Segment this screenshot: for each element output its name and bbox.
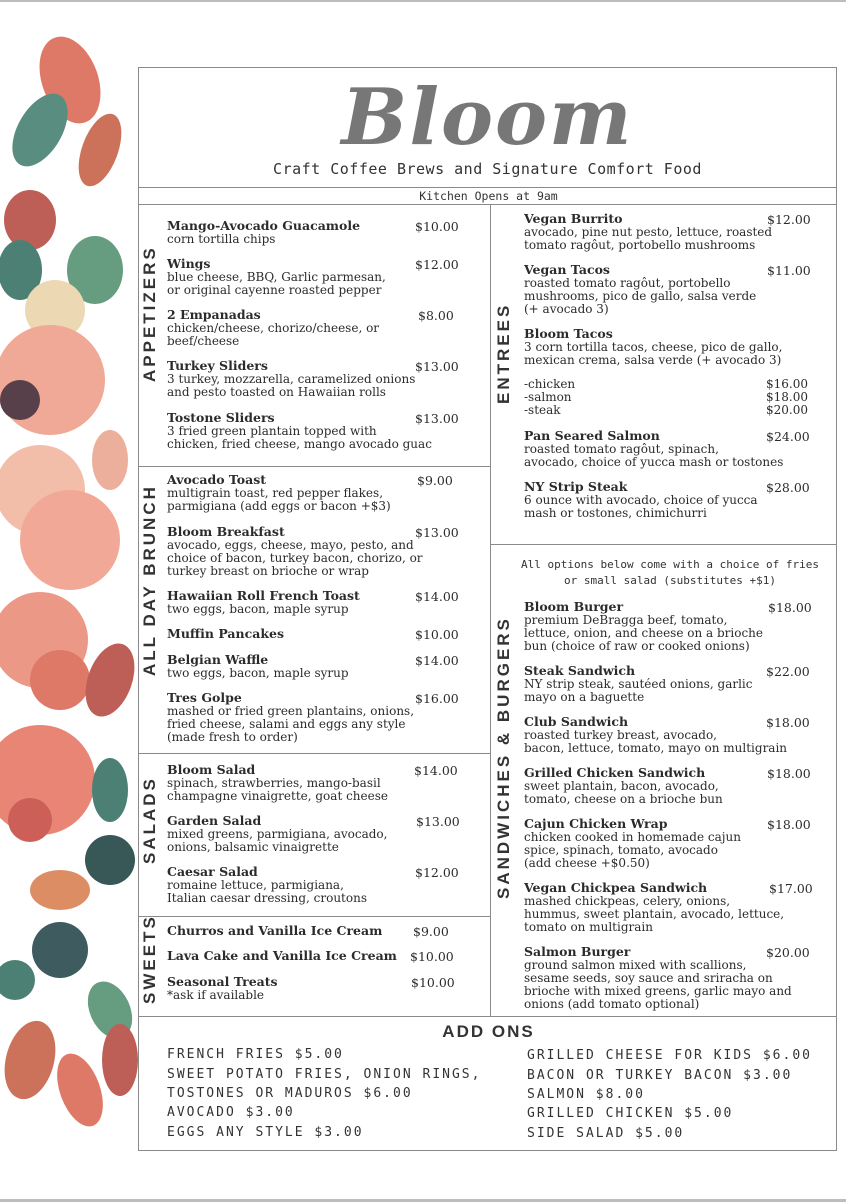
menu-item <box>167 949 417 963</box>
item-price: $28.00 <box>766 480 810 495</box>
item-name: Tostone Sliders <box>167 410 275 425</box>
item-price: $18.00 <box>766 715 810 730</box>
tagline: Craft Coffee Brews and Signature Comfort Food <box>273 160 702 178</box>
addon-item: AVOCADO $3.00 <box>167 1105 295 1120</box>
addon-item: SALMON $8.00 <box>527 1087 645 1102</box>
option-price: $16.00 <box>766 377 808 391</box>
item-name: Vegan Tacos <box>524 262 610 277</box>
addons-title: ADD ONS <box>442 1022 535 1041</box>
item-description: roasted turkey breast, avocado, bacon, lettuce, tomato, mayo on multigrain <box>524 728 788 755</box>
item-price: $10.00 <box>410 949 454 964</box>
item-price: $13.00 <box>415 525 459 540</box>
addon-item: EGGS ANY STYLE $3.00 <box>167 1125 364 1140</box>
taco-option-prices <box>766 378 826 417</box>
item-name: Turkey Sliders <box>167 358 268 373</box>
item-name: Hawaiian Roll French Toast <box>167 588 360 603</box>
item-description: mixed greens, parmigiana, avocado, onions, balsamic vinaigrette <box>167 827 388 854</box>
item-price: $10.00 <box>415 219 459 234</box>
item-price: $14.00 <box>414 763 458 778</box>
item-description: two eggs, bacon, maple syrup <box>167 602 349 616</box>
divider <box>138 466 490 467</box>
item-description: ground salmon mixed with scallions, sesame seeds, soy sauce and sriracha on brioche with mixed greens, garlic mayo and onions (add tomato optional) <box>524 958 792 1011</box>
section-label-appetizers: APPETIZERS <box>140 245 159 382</box>
item-name: Pan Seared Salmon <box>524 428 660 443</box>
item-price: $16.00 <box>415 691 459 706</box>
item-name: Bloom Salad <box>167 762 256 777</box>
section-label-entrees: ENTREES <box>494 302 513 404</box>
item-price: $18.00 <box>768 600 812 615</box>
addon-item: BACON OR TURKEY BACON $3.00 <box>527 1068 793 1083</box>
section-label-brunch: ALL DAY BRUNCH <box>140 484 159 676</box>
item-description: 3 turkey, mozzarella, caramelized onions and pesto toasted on Hawaiian rolls <box>167 372 416 399</box>
kitchen-hours: Kitchen Opens at 9am <box>419 189 558 203</box>
item-description: 6 ounce with avocado, choice of yucca mash or tostones, chimichurri <box>524 493 758 520</box>
option-name: -salmon <box>524 390 572 404</box>
item-name: Bloom Breakfast <box>167 524 285 539</box>
item-description: 3 corn tortilla tacos, cheese, pico de gallo, mexican crema, salsa verde (+ avocado 3) <box>524 340 783 367</box>
item-name: Tres Golpe <box>167 690 242 705</box>
item-name: NY Strip Steak <box>524 479 628 494</box>
item-name: Wings <box>167 256 211 271</box>
item-description: chicken/cheese, chorizo/cheese, or beef/cheese <box>167 321 380 348</box>
item-name: Muffin Pancakes <box>167 626 284 641</box>
item-description: multigrain toast, red pepper flakes, parmigiana (add eggs or bacon +$3) <box>167 486 391 513</box>
section-label-sweets: SWEETS <box>140 914 159 1004</box>
item-description: roasted tomato ragôut, spinach, avocado, choice of yucca mash or tostones <box>524 442 784 469</box>
item-price: $13.00 <box>415 411 459 426</box>
floral-decoration <box>0 20 140 1150</box>
item-price: $12.00 <box>415 865 459 880</box>
item-name: Bloom Burger <box>524 599 624 614</box>
menu-item <box>167 975 417 1002</box>
item-price: $20.00 <box>766 945 810 960</box>
item-name: Cajun Chicken Wrap <box>524 816 668 831</box>
item-description: *ask if available <box>167 988 265 1002</box>
item-description: NY strip steak, sautéed onions, garlic mayo on a baguette <box>524 677 753 704</box>
item-name: Vegan Burrito <box>524 211 623 226</box>
item-name: Salmon Burger <box>524 944 631 959</box>
item-description: sweet plantain, bacon, avocado, tomato, cheese on a brioche bun <box>524 779 723 806</box>
item-price: $14.00 <box>415 653 459 668</box>
item-name: Avocado Toast <box>167 472 267 487</box>
item-price: $11.00 <box>767 263 811 278</box>
item-description: blue cheese, BBQ, Garlic parmesan, or original cayenne roasted pepper <box>167 270 386 297</box>
item-price: $8.00 <box>418 308 454 323</box>
item-name: Club Sandwich <box>524 714 629 729</box>
taco-option <box>524 378 624 417</box>
addon-item: GRILLED CHICKEN $5.00 <box>527 1106 734 1121</box>
item-name: Belgian Waffle <box>167 652 269 667</box>
option-price: $18.00 <box>766 390 808 404</box>
divider <box>138 1016 837 1017</box>
addon-item: TOSTONES OR MADUROS $6.00 <box>167 1086 413 1101</box>
logo: Bloom <box>341 72 634 163</box>
item-price: $22.00 <box>766 664 810 679</box>
addon-item: FRENCH FRIES $5.00 <box>167 1047 344 1062</box>
item-price: $9.00 <box>417 473 453 488</box>
item-price: $17.00 <box>769 881 813 896</box>
item-name: Churros and Vanilla Ice Cream <box>167 923 383 938</box>
item-description: 3 fried green plantain topped with chicken, fried cheese, mango avocado guac <box>167 424 432 451</box>
item-description: spinach, strawberries, mango-basil champagne vinaigrette, goat cheese <box>167 776 388 803</box>
item-description: mashed chickpeas, celery, onions, hummus, sweet plantain, avocado, lettuce, tomato on multigrain <box>524 894 785 934</box>
item-description: chicken cooked in homemade cajun spice, spinach, tomato, avocado (add cheese +$0.50) <box>524 830 741 870</box>
item-price: $13.00 <box>415 359 459 374</box>
item-price: $14.00 <box>415 589 459 604</box>
item-name: Seasonal Treats <box>167 974 278 989</box>
item-name: 2 Empanadas <box>167 307 261 322</box>
item-name: Steak Sandwich <box>524 663 636 678</box>
menu-item <box>167 924 417 938</box>
option-name: -steak <box>524 403 561 417</box>
item-price: $9.00 <box>413 924 449 939</box>
item-description: roasted tomato ragôut, portobello mushrooms, pico de gallo, salsa verde (+ avocado 3) <box>524 276 757 316</box>
divider <box>138 753 490 754</box>
divider <box>138 916 490 917</box>
item-description: two eggs, bacon, maple syrup <box>167 666 349 680</box>
item-price: $12.00 <box>415 257 459 272</box>
divider <box>138 187 837 188</box>
option-name: -chicken <box>524 377 576 391</box>
top-border <box>0 0 846 2</box>
divider <box>138 204 837 205</box>
item-name: Lava Cake and Vanilla Ice Cream <box>167 948 397 963</box>
sides-note: All options below come with a choice of fries or small salad (substitutes +$1) <box>520 558 819 587</box>
item-description: avocado, pine nut pesto, lettuce, roasted tomato ragôut, portobello mushrooms <box>524 225 773 252</box>
item-price: $18.00 <box>767 766 811 781</box>
item-price: $12.00 <box>767 212 811 227</box>
option-price: $20.00 <box>766 403 808 417</box>
item-name: Caesar Salad <box>167 864 258 879</box>
item-name: Grilled Chicken Sandwich <box>524 765 706 780</box>
item-price: $10.00 <box>411 975 455 990</box>
menu-item <box>524 327 829 367</box>
section-label-salads: SALADS <box>140 776 159 864</box>
item-name: Garden Salad <box>167 813 262 828</box>
addon-item: SIDE SALAD $5.00 <box>527 1126 685 1141</box>
item-price: $18.00 <box>767 817 811 832</box>
divider <box>490 544 837 545</box>
item-description: mashed or fried green plantains, onions, fried cheese, salami and eggs any style (made fresh to order) <box>167 704 415 744</box>
item-name: Mango-Avocado Guacamole <box>167 218 361 233</box>
item-description: romaine lettuce, parmigiana, Italian caesar dressing, croutons <box>167 878 367 905</box>
addon-item: GRILLED CHEESE FOR KIDS $6.00 <box>527 1048 812 1063</box>
item-price: $10.00 <box>415 627 459 642</box>
item-description: corn tortilla chips <box>167 232 276 246</box>
item-price: $24.00 <box>766 429 810 444</box>
item-description: avocado, eggs, cheese, mayo, pesto, and choice of bacon, turkey bacon, chorizo, or turkey breast on brioche or wrap <box>167 538 423 578</box>
item-description: premium DeBragga beef, tomato, lettuce, onion, and cheese on a brioche bun (choice of raw or cooked onions) <box>524 613 764 653</box>
addon-item: SWEET POTATO FRIES, ONION RINGS, <box>167 1067 482 1082</box>
item-name: Bloom Tacos <box>524 326 613 341</box>
section-label-sandwiches: SANDWICHES & BURGERS <box>494 616 513 899</box>
item-price: $13.00 <box>416 814 460 829</box>
item-name: Vegan Chickpea Sandwich <box>524 880 708 895</box>
column-divider <box>490 204 491 1016</box>
